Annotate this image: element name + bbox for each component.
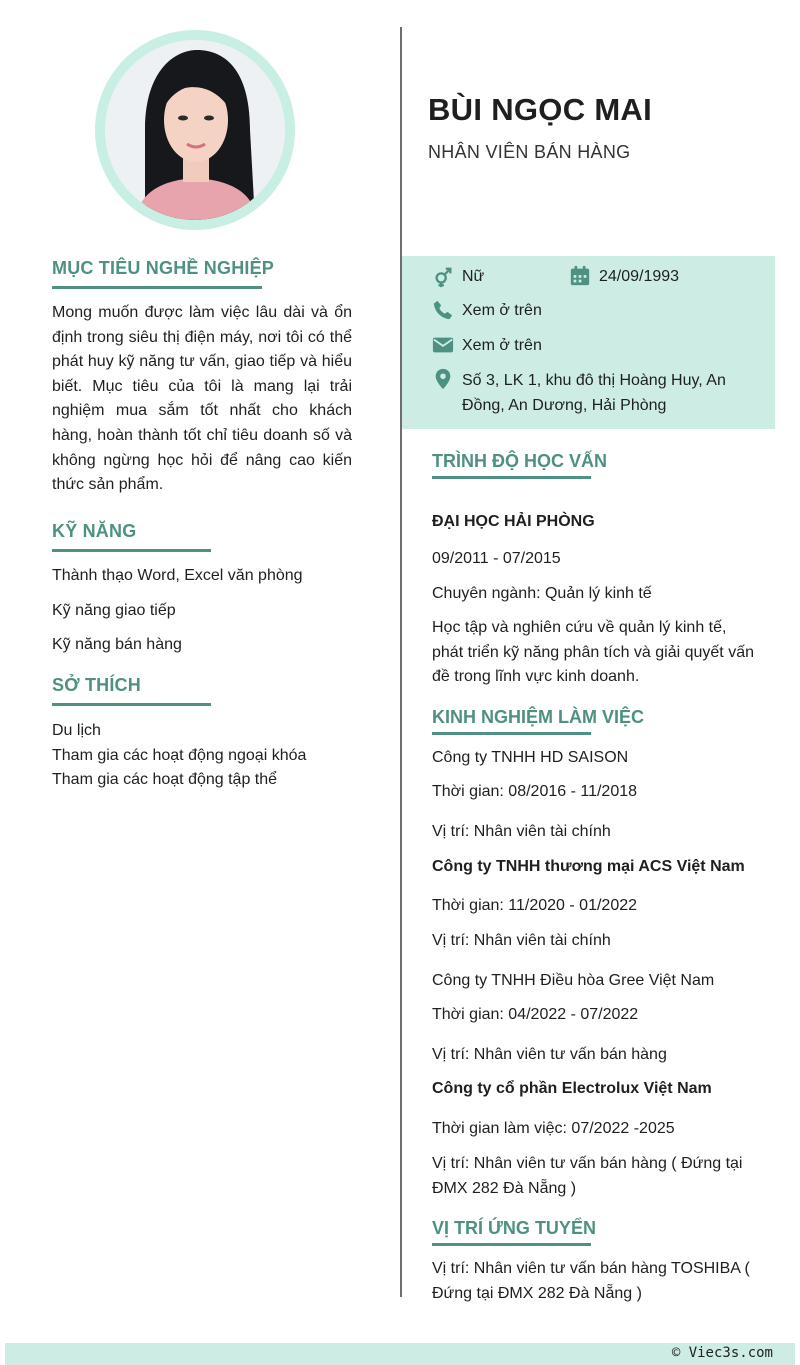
email-value: Xem ở trên — [462, 337, 542, 354]
dob-value: 24/09/1993 — [599, 268, 680, 285]
job-time: Thời gian: 11/2020 - 01/2022 — [432, 897, 638, 914]
job-position: Vị trí: Nhân viên tư vấn bán hàng — [432, 1046, 667, 1063]
job-position: Vị trí: Nhân viên tư vấn bán hàng ( Đứng tại ĐMX 282 Đà Nẵng ) — [432, 1155, 743, 1197]
education-description: Học tập và nghiên cứu về quản lý kinh tế, phát triển kỹ năng phân tích và giải quyết vấn đề trong lĩnh vực kinh doanh. — [432, 619, 754, 686]
job-time: Thời gian: 08/2016 - 11/2018 — [432, 783, 638, 800]
hobby-item: Tham gia các hoạt động ngoại khóa — [52, 747, 307, 764]
experience-underline — [432, 732, 591, 735]
objective-title: MỤC TIÊU NGHỀ NGHIỆP — [52, 258, 275, 278]
job-company: Công ty TNHH HD SAISON — [432, 749, 629, 766]
footer-bar — [5, 1343, 795, 1365]
objective-underline — [52, 286, 262, 289]
school-name: ĐẠI HỌC HẢI PHÒNG — [432, 513, 595, 530]
hobbies-title: SỞ THÍCH — [52, 675, 141, 695]
job-title: NHÂN VIÊN BÁN HÀNG — [428, 142, 631, 162]
location-icon — [432, 368, 454, 390]
skill-item: Kỹ năng bán hàng — [52, 636, 182, 653]
hobby-item: Du lịch — [52, 722, 101, 739]
phone-value: Xem ở trên — [462, 302, 542, 319]
experience-title: KINH NGHIỆM LÀM VIỆC — [432, 707, 645, 727]
profile-photo — [105, 40, 285, 220]
gender-icon — [432, 266, 454, 288]
skills-underline — [52, 549, 211, 552]
applied-position-text: Vị trí: Nhân viên tư vấn bán hàng TOSHIBA ( Đứng tại ĐMX 282 Đà Nẵng ) — [432, 1260, 750, 1302]
job-company: Công ty TNHH Điều hòa Gree Việt Nam — [432, 972, 715, 989]
column-divider — [400, 27, 402, 1297]
job-company: Công ty TNHH thương mại ACS Việt Nam — [432, 858, 745, 875]
footer-credit[interactable]: © Viec3s.com — [671, 1345, 773, 1361]
job-position: Vị trí: Nhân viên tài chính — [432, 932, 611, 949]
hobbies-underline — [52, 703, 211, 706]
education-underline — [432, 476, 591, 479]
education-major: Chuyên ngành: Quản lý kinh tế — [432, 585, 652, 602]
education-title: TRÌNH ĐỘ HỌC VẤN — [432, 451, 607, 471]
applied-position-underline — [432, 1243, 591, 1246]
applied-position-title: VỊ TRÍ ỨNG TUYỂN — [432, 1218, 596, 1238]
email-icon — [432, 334, 454, 356]
avatar — [95, 30, 295, 230]
skill-item: Thành thạo Word, Excel văn phòng — [52, 567, 303, 584]
full-name: BÙI NGỌC MAI — [428, 92, 653, 127]
phone-icon — [432, 299, 454, 321]
hobby-item: Tham gia các hoạt động tập thể — [52, 771, 278, 788]
job-time: Thời gian làm việc: 07/2022 -2025 — [432, 1120, 675, 1137]
job-company: Công ty cổ phần Electrolux Việt Nam — [432, 1080, 712, 1097]
skills-title: KỸ NĂNG — [52, 521, 137, 541]
skill-item: Kỹ năng giao tiếp — [52, 602, 176, 619]
objective-text: Mong muốn được làm việc lâu dài và ổn định trong siêu thị điện máy, nơi tôi có thể phát huy kỹ năng tư vấn, giao tiếp và hiểu biết. Mục tiêu của tôi là mang lại trải nghiệm mua sắm tốt nhất cho khách hàng, hoàn thành tốt chỉ tiêu doanh số và không ngừng học hỏi để nâng cao kiến thức sản phẩm. — [52, 304, 352, 494]
education-period: 09/2011 - 07/2015 — [432, 550, 561, 567]
calendar-icon — [569, 265, 591, 287]
job-time: Thời gian: 04/2022 - 07/2022 — [432, 1006, 639, 1023]
address-line-1: Số 3, LK 1, khu đô thị Hoàng Huy, An — [462, 372, 726, 389]
address-line-2: Đồng, An Dương, Hải Phòng — [462, 397, 667, 414]
gender-value: Nữ — [462, 268, 485, 285]
job-position: Vị trí: Nhân viên tài chính — [432, 823, 611, 840]
